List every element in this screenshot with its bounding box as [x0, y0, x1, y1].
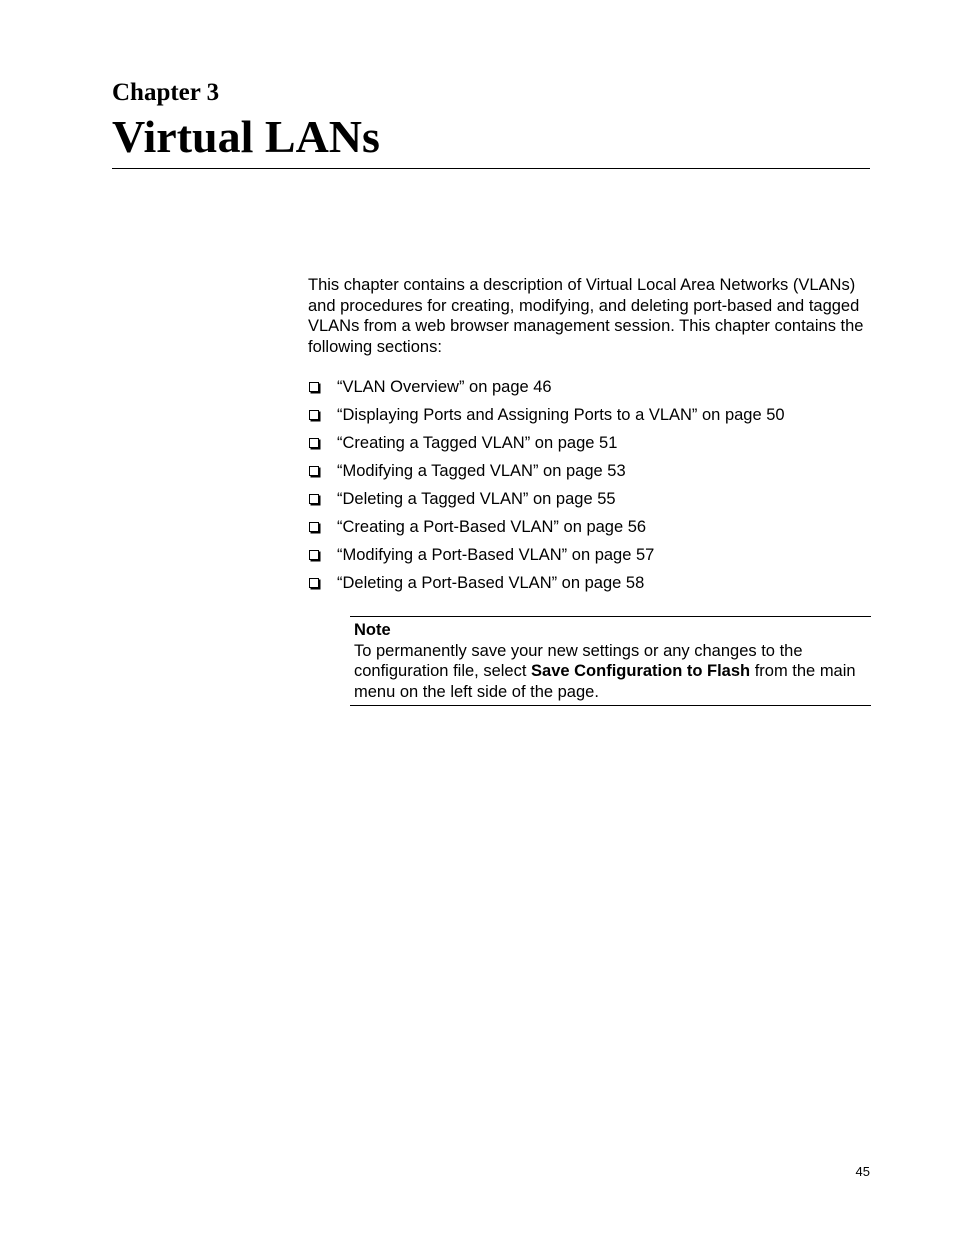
section-link-label: “VLAN Overview” on page 46 — [337, 377, 552, 396]
section-link-label: “Creating a Tagged VLAN” on page 51 — [337, 433, 618, 452]
note-menu-item: Save Configuration to Flash — [531, 662, 751, 680]
chapter-label: Chapter 3 — [112, 79, 220, 106]
section-link-label: “Modifying a Tagged VLAN” on page 53 — [337, 461, 626, 480]
note-text — [354, 641, 871, 703]
square-bullet-icon — [309, 466, 319, 476]
section-link-label: “Modifying a Port-Based VLAN” on page 57 — [337, 545, 655, 564]
square-bullet-icon — [309, 410, 319, 420]
page-number: 45 — [855, 1164, 870, 1179]
section-link-vlan-overview[interactable] — [308, 373, 785, 401]
section-link-modifying-port-based-vlan[interactable] — [308, 541, 785, 569]
section-link-deleting-tagged-vlan[interactable] — [308, 485, 785, 513]
square-bullet-icon — [309, 494, 319, 504]
square-bullet-icon — [309, 550, 319, 560]
section-list — [308, 373, 785, 597]
section-link-label: “Deleting a Tagged VLAN” on page 55 — [337, 489, 616, 508]
chapter-title: Virtual LANs — [112, 111, 380, 162]
intro-paragraph: This chapter contains a description of Virtual Local Area Networks (VLANs) and procedures for creating, modifying, and deleting port-based and tagged VLANs from a web browser management session. This chapter contains the following sections: — [308, 276, 864, 356]
title-rule — [112, 168, 870, 169]
square-bullet-icon — [309, 578, 319, 588]
square-bullet-icon — [309, 438, 319, 448]
note-heading: Note — [354, 621, 391, 639]
section-link-label: “Creating a Port-Based VLAN” on page 56 — [337, 517, 647, 536]
section-link-deleting-port-based-vlan[interactable] — [308, 569, 785, 597]
section-link-creating-tagged-vlan[interactable] — [308, 429, 785, 457]
square-bullet-icon — [309, 382, 319, 392]
section-link-displaying-ports[interactable] — [308, 401, 785, 429]
section-link-label: “Deleting a Port-Based VLAN” on page 58 — [337, 573, 645, 592]
square-bullet-icon — [309, 522, 319, 532]
note-box — [350, 616, 871, 706]
section-link-label: “Displaying Ports and Assigning Ports to a VLAN” on page 50 — [337, 405, 785, 424]
section-link-creating-port-based-vlan[interactable] — [308, 513, 785, 541]
note-text-after: from the main menu on the left side of the page. — [354, 662, 856, 701]
section-link-modifying-tagged-vlan[interactable] — [308, 457, 785, 485]
note-text-before: To permanently save your new settings or any changes to the configuration file, select — [354, 641, 803, 680]
